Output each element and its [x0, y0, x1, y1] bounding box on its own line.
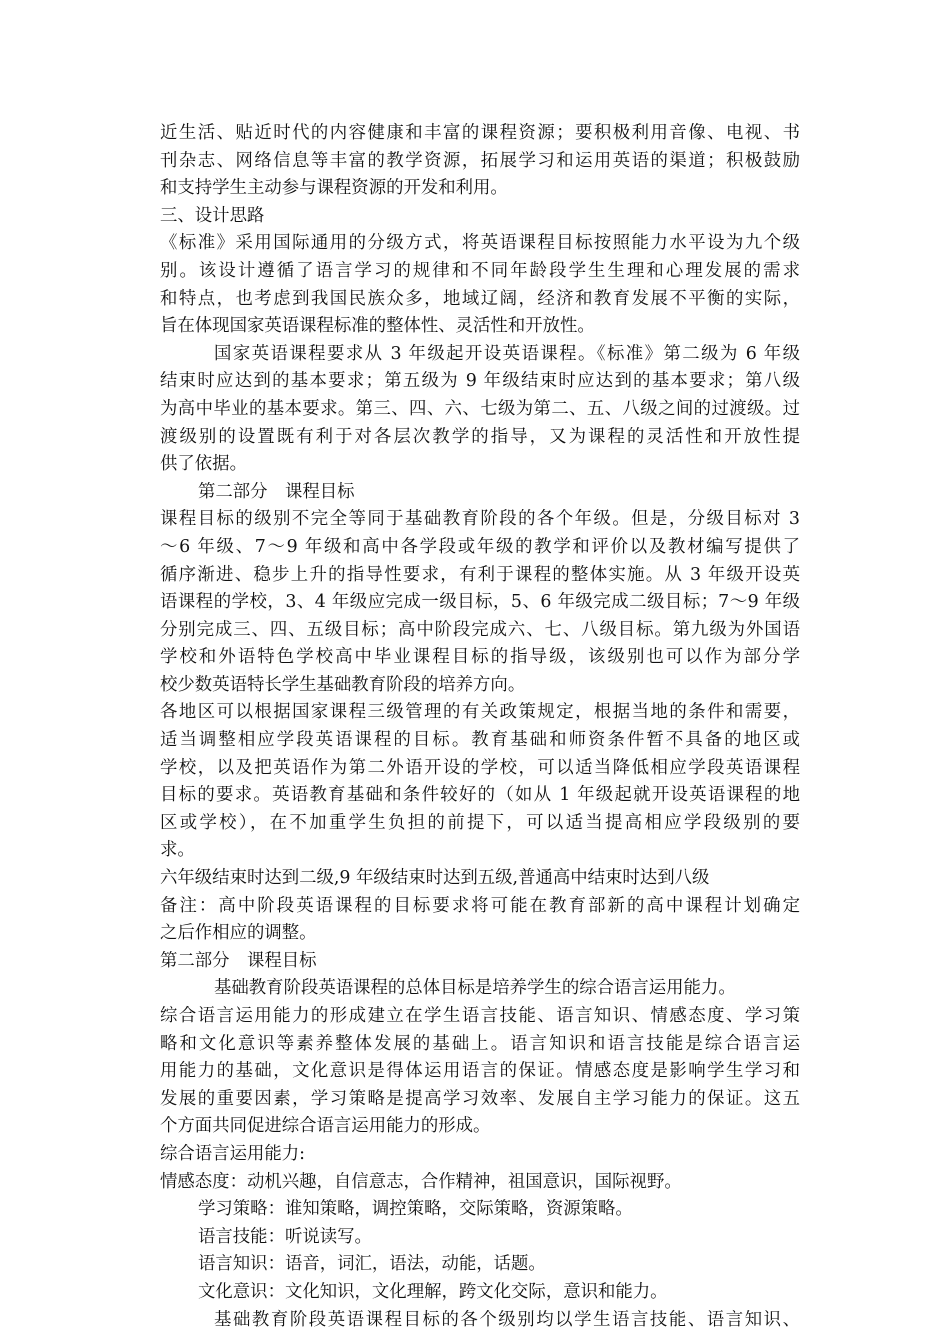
text-line: 课程目标的级别不完全等同于基础教育阶段的各个年级。但是，分级目标对 3 [160, 509, 800, 530]
text-line: 为高中毕业的基本要求。第三、四、六、七级为第二、五、八级之间的过渡级。过 [160, 398, 800, 419]
text-line: 发展的重要因素，学习策略是提高学习效率、发展自主学习能力的保证。这五 [160, 1088, 800, 1109]
text-line: 刊杂志、网络信息等丰富的教学资源，拓展学习和运用英语的渠道；积极鼓励 [160, 150, 800, 171]
list-item: 学习策略：谁知策略，调控策略，交际策略，资源策略。 [198, 1199, 633, 1220]
text-line: 分别完成三、四、五级目标；高中阶段完成六、七、八级目标。第九级为外国语 [160, 619, 800, 640]
text-line: 别。该设计遵循了语言学习的规律和不同年龄段学生生理和心理发展的需求 [160, 260, 800, 281]
text-line: 综合语言运用能力: [160, 1143, 305, 1164]
text-line: 之后作相应的调整。 [160, 923, 317, 944]
text-line: 学校，以及把英语作为第二外语开设的学校，可以适当降低相应学段英语课程 [160, 757, 800, 778]
text-line: 略和文化意识等素养整体发展的基础上。语言知识和语言技能是综合语言运 [160, 1033, 800, 1054]
text-line: 结束时应达到的基本要求；第五级为 9 年级结束时应达到的基本要求；第八级 [160, 371, 800, 392]
text-line: 国家英语课程要求从 3 年级起开设英语课程。《标准》第二级为 6 年级 [214, 343, 800, 364]
text-line: 备注：高中阶段英语课程的目标要求将可能在教育部新的高中课程计划确定 [160, 895, 800, 916]
list-item: 情感态度：动机兴趣，自信意志，合作精神，祖国意识，国际视野。 [160, 1171, 682, 1192]
list-item: 语言知识：语音，词汇，语法，动能，话题。 [198, 1254, 546, 1275]
text-line: 求。 [160, 840, 195, 861]
text-line: 学校和外语特色学校高中毕业课程目标的指导级，该级别也可以作为部分学 [160, 647, 800, 668]
document-page [160, 120, 800, 1334]
text-line: 目标的要求。英语教育基础和条件较好的（如从 1 年级起就开设英语课程的地 [160, 785, 800, 806]
text-line: 循序渐进、稳步上升的指导性要求，有利于课程的整体实施。从 3 年级开设英 [160, 564, 800, 585]
text-line: 适当调整相应学段英语课程的目标。教育基础和师资条件暂不具备的地区或 [160, 730, 800, 751]
text-line: 语课程的学校，3、4 年级应完成一级目标，5、6 年级完成二级目标；7～9 年级 [160, 592, 800, 613]
list-item: 语言技能：听说读写。 [198, 1226, 372, 1247]
text-line: 各地区可以根据国家课程三级管理的有关政策规定，根据当地的条件和需要， [160, 702, 800, 723]
text-line: 和特点，也考虑到我国民族众多，地域辽阔，经济和教育发展不平衡的实际， [160, 288, 800, 309]
text-line: 基础教育阶段英语课程目标的各个级别均以学生语言技能、语言知识、 [214, 1309, 800, 1330]
text-line: 综合语言运用能力的形成建立在学生语言技能、语言知识、情感态度、学习策 [160, 1006, 800, 1026]
text-line: 校少数英语特长学生基础教育阶段的培养方向。 [160, 674, 526, 695]
list-item: 文化意识：文化知识，文化理解，跨文化交际，意识和能力。 [198, 1281, 668, 1302]
section-heading: 三、设计思路 [160, 205, 265, 226]
text-line: 和支持学生主动参与课程资源的开发和利用。 [160, 178, 508, 199]
section-heading: 第二部分 课程目标 [198, 481, 355, 502]
text-line: 《标准》采用国际通用的分级方式，将英语课程目标按照能力水平设为九个级 [160, 233, 800, 254]
text-line: ～6 年级、7～9 年级和高中各学段或年级的教学和评价以及教材编写提供了 [160, 536, 800, 557]
text-line: 渡级别的设置既有利于对各层次教学的指导，又为课程的灵活性和开放性提 [160, 426, 800, 447]
section-heading: 第二部分 课程目标 [160, 950, 317, 971]
text-line: 基础教育阶段英语课程的总体目标是培养学生的综合语言运用能力。 [214, 978, 736, 999]
text-line: 用能力的基础，文化意识是得体运用语言的保证。情感态度是影响学生学习和 [160, 1061, 800, 1082]
text-line: 供了依据。 [160, 454, 247, 475]
text-line: 旨在体现国家英语课程标准的整体性、灵活性和开放性。 [160, 316, 595, 337]
text-line: 区或学校），在不加重学生负担的前提下，可以适当提高相应学段级别的要 [160, 812, 800, 833]
text-line: 个方面共同促进综合语言运用能力的形成。 [160, 1116, 491, 1137]
text-line: 近生活、贴近时代的内容健康和丰富的课程资源；要积极利用音像、电视、书 [160, 123, 800, 143]
text-line: 六年级结束时达到二级,9 年级结束时达到五级,普通高中结束时达到八级 [160, 868, 710, 889]
